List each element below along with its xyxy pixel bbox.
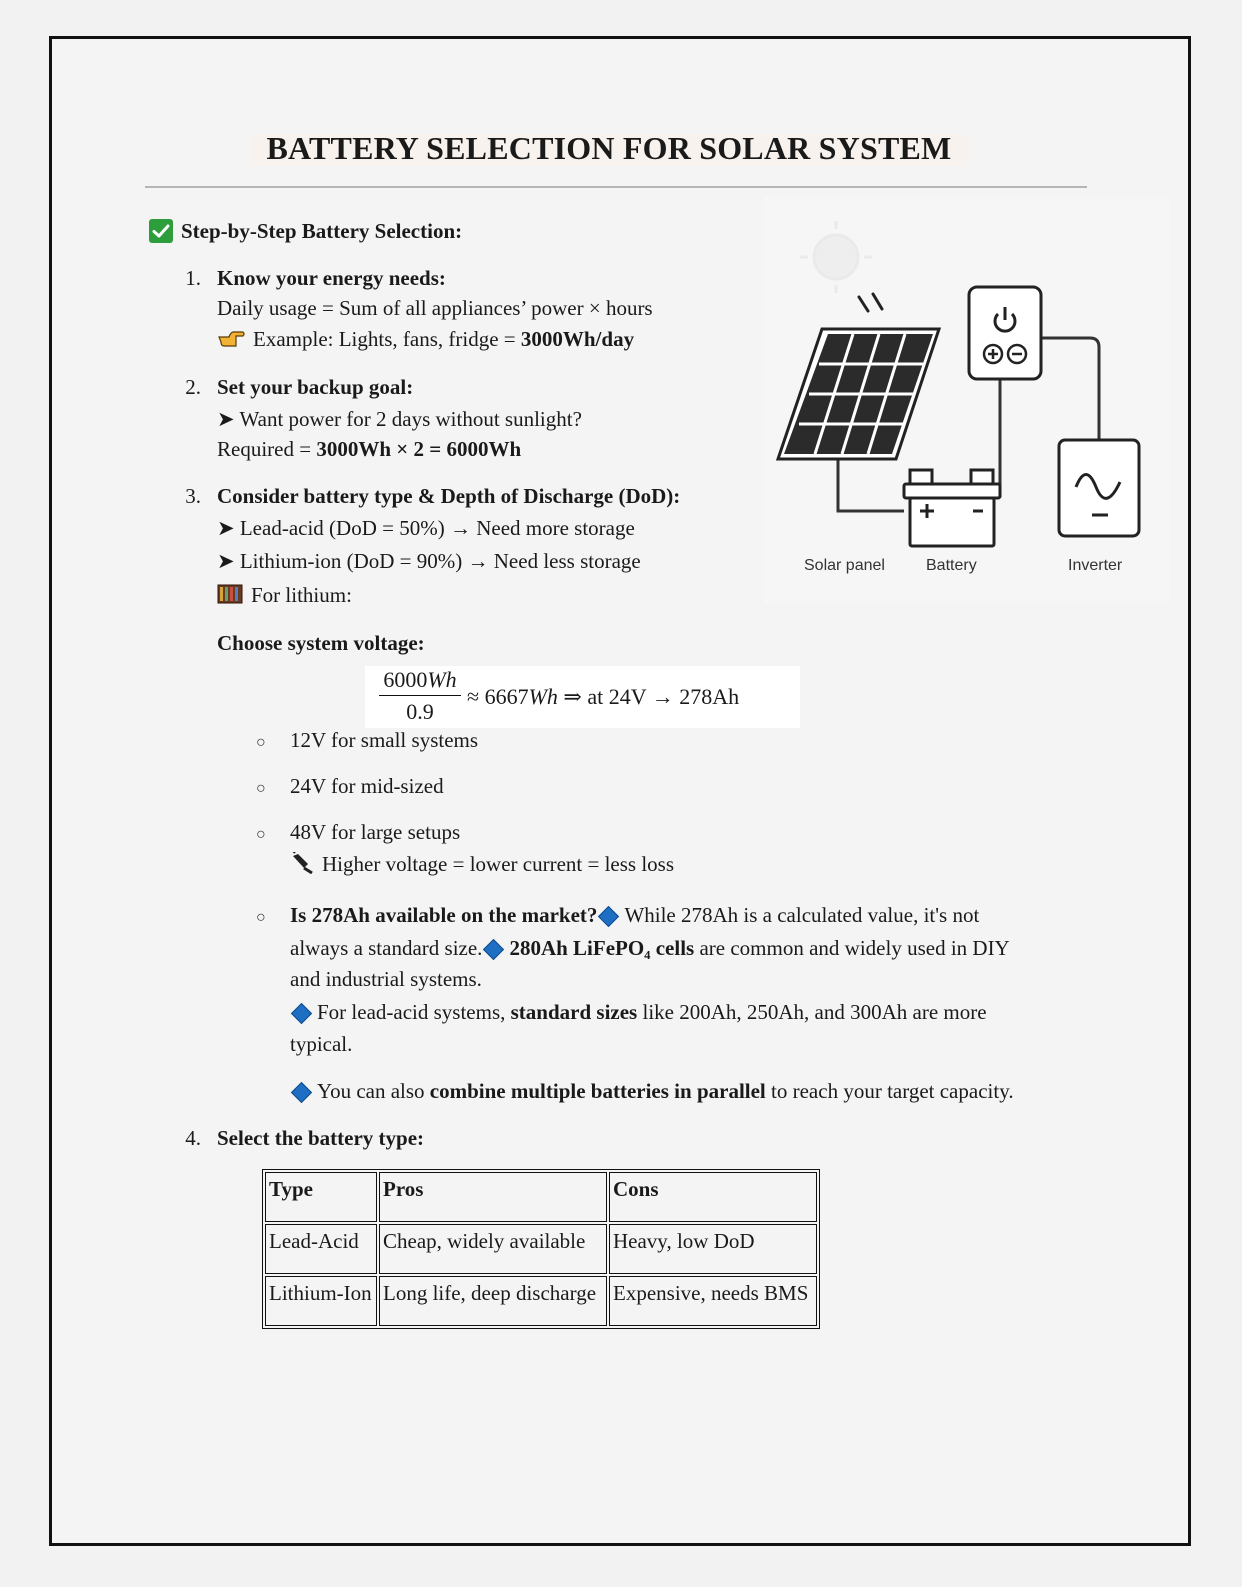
approx-unit: Wh (528, 684, 558, 709)
market-text: For lead-acid systems, (317, 1000, 511, 1024)
example-text: Example: Lights, fans, fridge = (253, 327, 521, 351)
plug-icon (290, 852, 314, 880)
blue-diamond-icon (483, 939, 504, 960)
battery-cells-icon (217, 584, 243, 610)
section-heading: Step-by-Step Battery Selection: (181, 219, 463, 243)
battery-icon (904, 470, 1000, 546)
charge-controller-icon (969, 287, 1041, 379)
pointing-hand-icon (217, 328, 245, 354)
voltage-note-text: Higher voltage = lower current = less loss (322, 852, 675, 876)
market-question: Is 278Ah available on the market? (290, 903, 598, 927)
market-bold: standard sizes (510, 1000, 638, 1024)
arrow-bullet-icon: ➤ (217, 549, 235, 573)
step-text-arrow (217, 549, 641, 574)
formula-fraction (379, 667, 461, 725)
solar-panel-icon (778, 329, 939, 459)
blue-diamond-icon (291, 1003, 312, 1024)
table-row (265, 1276, 817, 1326)
market-text: You can also (317, 1079, 430, 1103)
approx-value: ≈ 6667 (467, 684, 529, 709)
voltage-option: 12V for small systems (290, 728, 479, 752)
formula-rest: ⇒ at 24V → 278Ah (557, 684, 740, 709)
table-cell: Long life, deep discharge (379, 1276, 607, 1326)
step-text: For lithium: (251, 583, 352, 607)
step-number: 1. (185, 266, 201, 290)
market-text: to reach your target capacity. (765, 1079, 1014, 1103)
denominator: 0.9 (406, 699, 434, 724)
check-mark-icon (149, 219, 173, 243)
arrow-bullet-icon: ➤ (217, 516, 235, 540)
market-text: are common and widely used in DIY (694, 936, 1010, 960)
example-line (217, 327, 634, 354)
arrow-bullet-icon: ➤ (217, 407, 235, 431)
table-header-cell: Pros (379, 1172, 607, 1222)
market-bold: 280Ah LiFePO₄ cells (509, 936, 695, 960)
market-line: typical. (290, 1032, 353, 1056)
label-inverter: Inverter (1068, 557, 1123, 574)
document-page (49, 36, 1191, 1546)
numerator-unit: Wh (427, 667, 457, 692)
step-heading: Consider battery type & Depth of Discharge (DoD): (217, 484, 681, 508)
circle-bullet-icon: ○ (256, 734, 266, 751)
step-text-arrow (217, 516, 635, 541)
sun-icon (800, 221, 872, 293)
blue-diamond-icon (291, 1082, 312, 1103)
market-text: While 278Ah is a calculated value, it's not (624, 903, 980, 927)
step-text: Lithium-ion (DoD = 90%) → Need less storage (239, 549, 641, 573)
required-line (217, 437, 521, 462)
solar-system-diagram (764, 197, 1170, 603)
formula-block (365, 666, 800, 728)
market-line (290, 899, 979, 931)
step-number: 3. (185, 484, 201, 508)
table-header-cell: Cons (609, 1172, 817, 1222)
table-cell: Heavy, low DoD (609, 1224, 817, 1274)
battery-type-table (262, 1169, 820, 1329)
market-bold: combine multiple batteries in parallel (429, 1079, 766, 1103)
table-cell: Cheap, widely available (379, 1224, 607, 1274)
market-text: always a standard size. (290, 936, 483, 960)
label-solar-panel: Solar panel (804, 557, 885, 574)
step-text: Daily usage = Sum of all appliances’ power × hours (217, 296, 653, 320)
numerator: 6000 (383, 667, 428, 692)
step-heading: Know your energy needs: (217, 266, 446, 290)
title-highlight (250, 130, 968, 166)
market-line (290, 932, 1010, 964)
voltage-note (290, 852, 674, 880)
table-row (265, 1224, 817, 1274)
table-header-cell: Type (265, 1172, 377, 1222)
required-value: 3000Wh × 2 = 6000Wh (316, 437, 522, 461)
formula-result (467, 684, 739, 710)
table-header-row (265, 1172, 817, 1222)
circle-bullet-icon: ○ (256, 826, 266, 843)
label-battery: Battery (926, 557, 977, 574)
market-text: like 200Ah, 250Ah, and 300Ah are more (637, 1000, 987, 1024)
table-cell: Lead-Acid (265, 1224, 377, 1274)
table-cell: Expensive, needs BMS (609, 1276, 817, 1326)
blue-diamond-icon (598, 906, 619, 927)
voltage-option: 24V for mid-sized (290, 774, 444, 798)
example-value: 3000Wh/day (520, 327, 635, 351)
inverter-icon (1059, 440, 1139, 536)
page-title: BATTERY SELECTION FOR SOLAR SYSTEM (266, 130, 952, 166)
step-text-arrow (217, 407, 582, 432)
step-number: 2. (185, 375, 201, 399)
step-heading: Set your backup goal: (217, 375, 414, 399)
voltage-heading: Choose system voltage: (217, 631, 425, 655)
lithium-line (217, 583, 352, 610)
step-text: Want power for 2 days without sunlight? (239, 407, 582, 431)
table-cell: Lithium-Ion (265, 1276, 377, 1326)
market-line (290, 996, 987, 1028)
step-text: Lead-acid (DoD = 50%) → Need more storage (239, 516, 635, 540)
title-divider (145, 186, 1087, 188)
step-number: 4. (185, 1126, 201, 1150)
required-label: Required = (217, 437, 317, 461)
market-line (290, 1075, 1014, 1107)
voltage-option: 48V for large setups (290, 820, 461, 844)
market-line: and industrial systems. (290, 967, 482, 991)
circle-bullet-icon: ○ (256, 780, 266, 797)
circle-bullet-icon: ○ (256, 909, 266, 926)
step-heading: Select the battery type: (217, 1126, 425, 1150)
